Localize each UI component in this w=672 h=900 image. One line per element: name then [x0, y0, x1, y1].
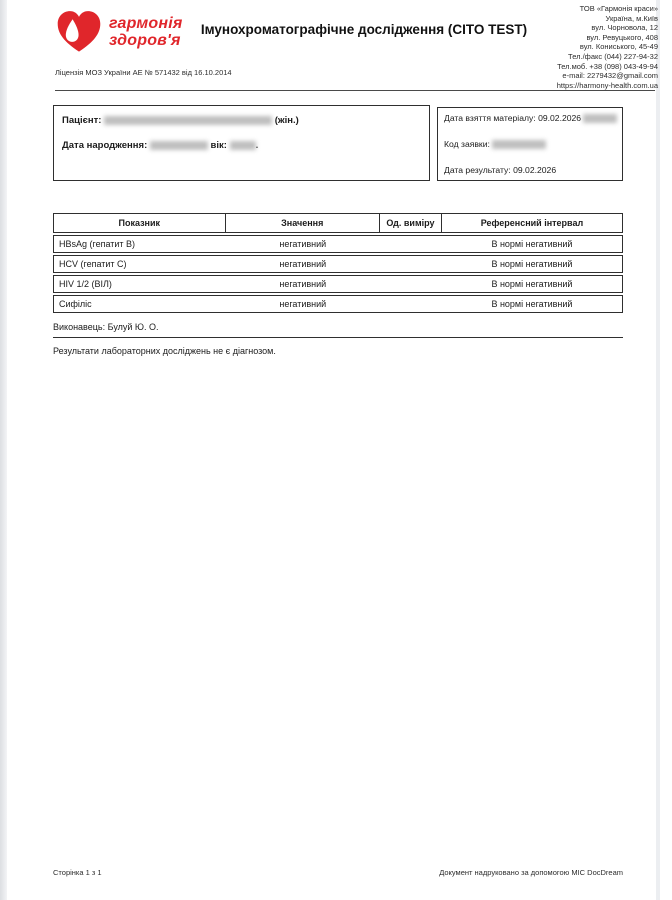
patient-name-label: Пацієнт:	[62, 115, 102, 126]
company-website: https://harmony-health.com.ua	[556, 80, 658, 90]
col-header-unit: Од. виміру	[380, 214, 442, 232]
patient-age-period: .	[255, 140, 259, 151]
result-date-line	[444, 165, 616, 175]
row-value: негативний	[279, 239, 327, 249]
table-row	[53, 295, 623, 313]
request-code-redacted	[492, 140, 546, 149]
material-time-redacted	[583, 114, 617, 123]
row-value: негативний	[279, 299, 327, 309]
result-date-label: Дата результату:	[444, 165, 511, 175]
patient-gender: (жін.)	[274, 115, 299, 126]
logo-line-1: гармонія	[109, 15, 183, 32]
executor-divider	[53, 337, 623, 338]
table-row	[53, 255, 623, 273]
document-title: Імунохроматографічне дослідження (CITO TEST)	[200, 22, 528, 37]
page-right-edge	[656, 0, 660, 900]
logo-line-2: здоров'я	[109, 32, 181, 49]
patient-age-label: вік:	[210, 140, 227, 151]
patient-dob-label: Дата народження:	[62, 140, 148, 151]
page-number: Сторінка 1 з 1	[53, 868, 102, 877]
clinic-logo	[55, 9, 183, 55]
material-date-value: 09.02.2026	[538, 113, 582, 123]
table-row	[53, 235, 623, 253]
row-value: негативний	[279, 279, 327, 289]
company-phone-fax: Тел./факс (044) 227-94-32	[568, 51, 658, 61]
executor-line	[53, 322, 159, 332]
row-value: негативний	[279, 259, 327, 269]
col-header-value: Значення	[226, 214, 380, 232]
executor-label: Виконавець:	[53, 322, 106, 332]
patient-info-box	[53, 105, 430, 181]
heart-drop-icon	[55, 9, 103, 55]
company-country-city: Україна, м.Київ	[605, 13, 658, 23]
row-indicator: Сифіліс	[59, 299, 92, 309]
company-info	[468, 4, 658, 90]
company-address-2: вул. Ревуцького, 408	[586, 32, 658, 42]
request-info-box	[437, 107, 623, 181]
request-code-line	[444, 139, 616, 149]
row-indicator: HIV 1/2 (ВІЛ)	[59, 279, 112, 289]
patient-age-redacted	[230, 141, 256, 150]
col-header-reference: Референсний інтервал	[480, 218, 584, 228]
results-table	[53, 213, 623, 315]
row-unit	[380, 236, 442, 252]
row-indicator: HCV (гепатит C)	[59, 259, 127, 269]
row-reference: В нормі негативний	[491, 279, 573, 289]
results-table-header	[53, 213, 623, 233]
row-unit	[380, 276, 442, 292]
company-address-1: вул. Чорновола, 12	[591, 23, 658, 33]
company-name: ТОВ «Гармонія краси»	[579, 4, 658, 13]
license-line: Ліцензія МОЗ України АЕ № 571432 від 16.10.2014	[55, 68, 232, 77]
company-email: e-mail: 2279432@gmail.com	[562, 71, 658, 81]
printed-with-note: Документ надруковано за допомогою МІС DocDream	[439, 868, 623, 877]
table-row	[53, 275, 623, 293]
page-left-edge	[0, 0, 7, 900]
disclaimer-text: Результати лабораторних досліджень не є діагнозом.	[53, 346, 276, 356]
clinic-logo-text	[109, 15, 183, 49]
patient-name-redacted	[104, 116, 272, 125]
row-unit	[380, 296, 442, 312]
patient-name-line	[62, 115, 421, 126]
company-address-3: вул. Кониського, 45-49	[579, 42, 658, 52]
row-reference: В нормі негативний	[491, 259, 573, 269]
material-date-line	[444, 113, 616, 123]
col-header-indicator: Показник	[54, 214, 226, 232]
request-code-label: Код заявки:	[444, 139, 490, 149]
row-reference: В нормі негативний	[491, 299, 573, 309]
executor-name: Булуй Ю. О.	[107, 322, 159, 332]
material-date-label: Дата взяття матеріалу:	[444, 113, 536, 123]
row-indicator: HBsAg (гепатит B)	[59, 239, 136, 249]
company-phone-mobile: Тел.моб. +38 (098) 043-49-94	[557, 61, 658, 71]
patient-dob-redacted	[150, 141, 208, 150]
result-date-value: 09.02.2026	[513, 165, 557, 175]
row-unit	[380, 256, 442, 272]
row-reference: В нормі негативний	[491, 239, 573, 249]
header-divider	[55, 90, 655, 91]
patient-dob-line	[62, 140, 421, 151]
